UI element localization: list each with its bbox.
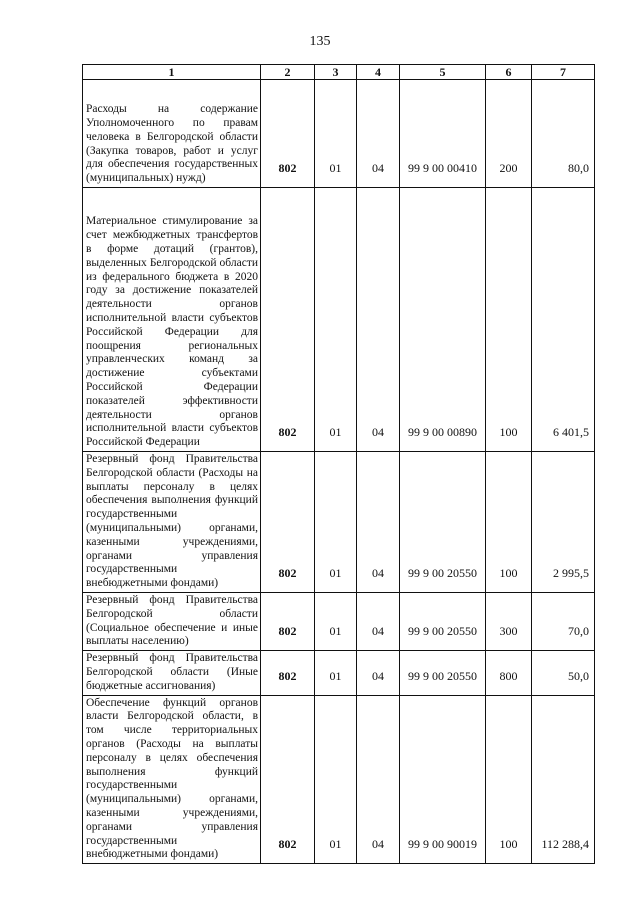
expense-type-code: 100: [486, 452, 532, 593]
amount: 80,0: [532, 80, 595, 188]
amount: 2 995,5: [532, 452, 595, 593]
subsection-code: 04: [357, 695, 400, 864]
target-article-code: 99 9 00 20550: [400, 452, 486, 593]
expense-description: Резервный фонд Правительства Белгородской области (Расходы на выплаты персоналу в целях обеспечения выполнения функций государственными (муниципальными) органами, казенными учреждениями, органами управления государственными внебюджетными фондами): [83, 452, 261, 593]
ministry-code: 802: [261, 188, 315, 452]
expense-description: Резервный фонд Правительства Белгородской области (Социальное обеспечение и иные выплаты населению): [83, 592, 261, 650]
ministry-code: 802: [261, 651, 315, 695]
expense-description: Обеспечение функций органов власти Белгородской области, в том числе территориальных органов (Расходы на выплаты персоналу в целях обеспечения выполнения функций государственными (муниципальными) органами, казенными учреждениями, органами управления государственными внебюджетными фондами): [83, 695, 261, 864]
section-code: 01: [315, 651, 357, 695]
column-header: 4: [357, 65, 400, 80]
column-header: 5: [400, 65, 486, 80]
amount: 50,0: [532, 651, 595, 695]
subsection-code: 04: [357, 651, 400, 695]
target-article-code: 99 9 00 00410: [400, 80, 486, 188]
table-row: [83, 695, 595, 864]
column-header: 7: [532, 65, 595, 80]
table-row: [83, 80, 595, 188]
table-header-row: [83, 65, 595, 80]
table-row: [83, 188, 595, 452]
section-code: 01: [315, 80, 357, 188]
column-header: 3: [315, 65, 357, 80]
subsection-code: 04: [357, 592, 400, 650]
subsection-code: 04: [357, 452, 400, 593]
page-number: 135: [309, 34, 331, 49]
subsection-code: 04: [357, 80, 400, 188]
target-article-code: 99 9 00 20550: [400, 592, 486, 650]
column-header: 6: [486, 65, 532, 80]
amount: 70,0: [532, 592, 595, 650]
expense-type-code: 100: [486, 188, 532, 452]
section-code: 01: [315, 188, 357, 452]
target-article-code: 99 9 00 20550: [400, 651, 486, 695]
expense-type-code: 300: [486, 592, 532, 650]
ministry-code: 802: [261, 452, 315, 593]
ministry-code: 802: [261, 695, 315, 864]
ministry-code: 802: [261, 80, 315, 188]
section-code: 01: [315, 592, 357, 650]
section-code: 01: [315, 695, 357, 864]
section-code: 01: [315, 452, 357, 593]
subsection-code: 04: [357, 188, 400, 452]
target-article-code: 99 9 00 90019: [400, 695, 486, 864]
table-row: [83, 592, 595, 650]
budget-table: [82, 64, 595, 864]
ministry-code: 802: [261, 592, 315, 650]
expense-description: Расходы на содержание Уполномоченного по правам человека в Белгородской области (Закупка товаров, работ и услуг для обеспечения государственных (муниципальных) нужд): [83, 80, 261, 188]
amount: 112 288,4: [532, 695, 595, 864]
expense-description: Резервный фонд Правительства Белгородской области (Иные бюджетные ассигнования): [83, 651, 261, 695]
expense-type-code: 800: [486, 651, 532, 695]
amount: 6 401,5: [532, 188, 595, 452]
expense-type-code: 200: [486, 80, 532, 188]
expense-type-code: 100: [486, 695, 532, 864]
table-row: [83, 651, 595, 695]
expense-description: Материальное стимулирование за счет межбюджетных трансфертов в форме дотаций (грантов), выделенных Белгородской области из федерального бюджета в 2020 году за достижение показателей деятельности органов исполнительной власти субъектов Российской Федерации для поощрения региональных управленческих команд за достижение субъектами Российской Федерации показателей эффективности деятельности органов исполнительной власти субъектов Российской Федерации: [83, 188, 261, 452]
table-row: [83, 452, 595, 593]
column-header: 2: [261, 65, 315, 80]
target-article-code: 99 9 00 00890: [400, 188, 486, 452]
column-header: 1: [83, 65, 261, 80]
